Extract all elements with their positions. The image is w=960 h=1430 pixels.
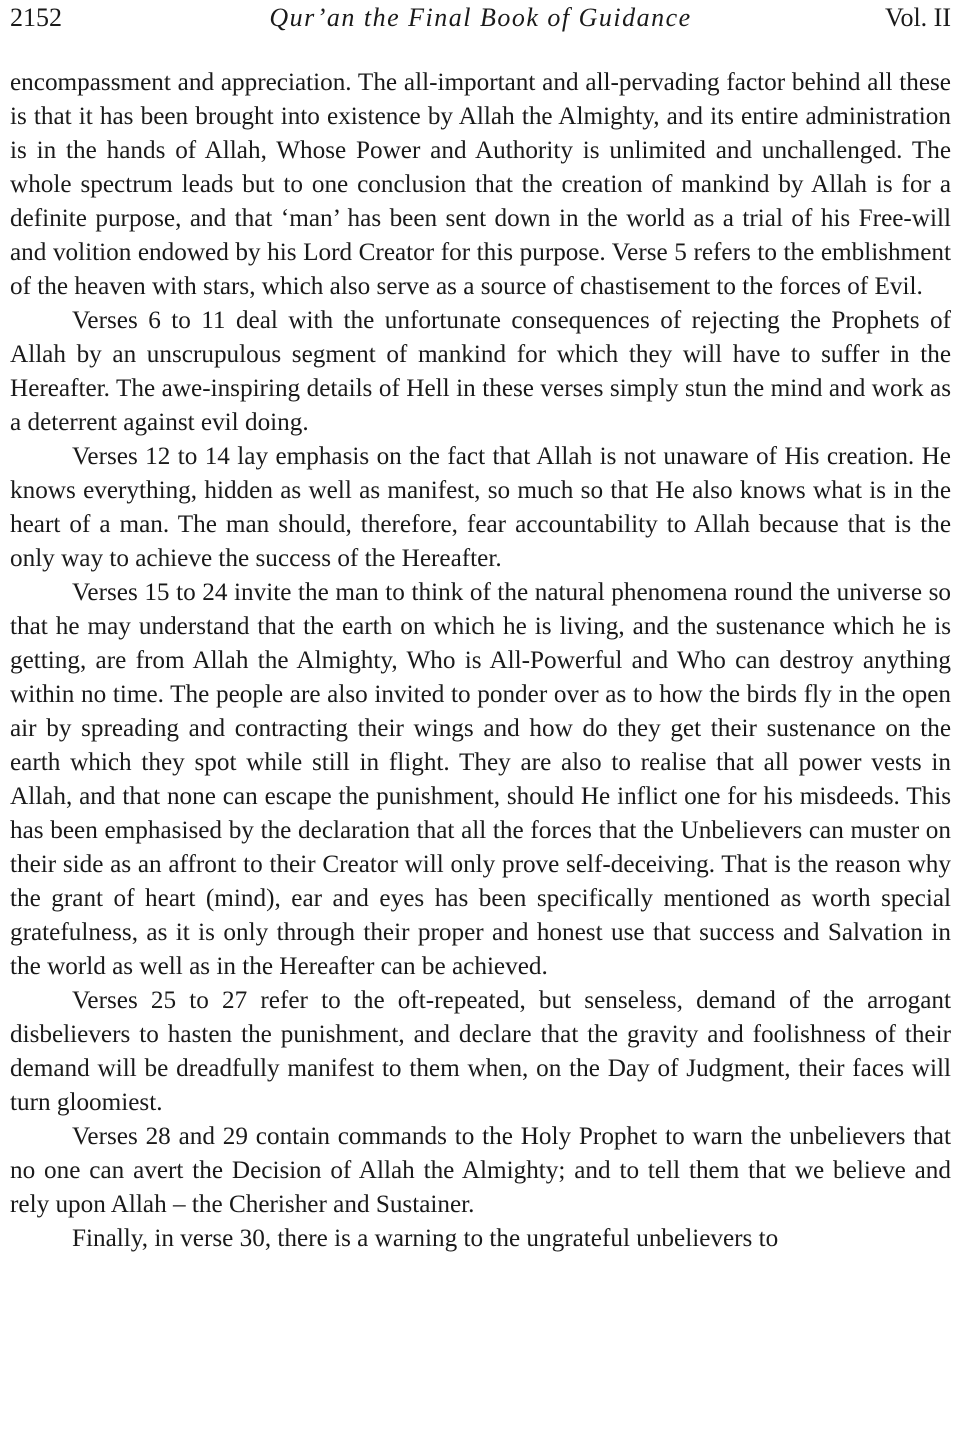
paragraph-verse-30: Finally, in verse 30, there is a warning to the ungrateful unbelievers to	[72, 1225, 779, 1252]
paragraph-continued: encompassment and appreciation. The all-important and all-pervading factor behind all these is that it has been brought into existence by Allah the Almighty, and its entire administration is in the hands of Allah, Whose Power and Authority is unlimited and unchallenged. The whole spectrum leads but to one conclusion that the creation of mankind by Allah is for a definite purpose, and that ‘man’ has been sent down in the world as a trial of his Free-will and volition endowed by his Lord Creator for this purpose. Verse 5 refers to the emblishment of the heaven with stars, which also serve as a source of chastisement to the forces of Evil.	[10, 69, 951, 300]
body-text	[10, 66, 951, 1256]
book-page	[10, 0, 951, 1430]
paragraph-verses-6-11: Verses 6 to 11 deal with the unfortunate consequences of rejecting the Prophets of Allah by an unscrupulous segment of mankind for which they will have to suffer in the Hereafter. The awe-inspiring details of Hell in these verses simply stun the mind and work as a deterrent against evil doing.	[10, 307, 951, 436]
paragraph-verses-25-27: Verses 25 to 27 refer to the oft-repeated, but senseless, demand of the arrogant disbelievers to hasten the punishment, and declare that the gravity and foolishness of their demand will be dreadfully manifest to them when, on the Day of Judgment, their faces will turn gloomiest.	[10, 987, 951, 1116]
page-number: 2152	[10, 3, 62, 32]
running-head	[10, 0, 951, 36]
book-title: Qur’an the Final Book of Guidance	[269, 3, 692, 32]
paragraph-verses-15-24: Verses 15 to 24 invite the man to think of the natural phenomena round the universe so that he may understand that the earth on which he is living, and the sustenance which he is getting, are from Allah the Almighty, Who is All-Powerful and Who can destroy anything within no time. The people are also invited to ponder over as to how the birds fly in the open air by spreading and contracting their wings and how do they get their sustenance on the earth which they spot while still in flight. They are also to realise that all power vests in Allah, and that none can escape the punishment, should He inflict one for his misdeeds. This has been emphasised by the declaration that all the forces that the Unbelievers can muster on their side as an affront to their Creator will only prove self-deceiving. That is the reason why the grant of heart (mind), ear and eyes has been specifically mentioned as worth special gratefulness, as it is only through their proper and honest use that success and Salvation in the world as well as in the Hereafter can be achieved.	[10, 579, 951, 980]
paragraph-verses-28-29: Verses 28 and 29 contain commands to the Holy Prophet to warn the unbelievers that no one can avert the Decision of Allah the Almighty; and to tell them that we believe and rely upon Allah – the Cherisher and Sustainer.	[10, 1123, 951, 1218]
paragraph-verses-12-14: Verses 12 to 14 lay emphasis on the fact that Allah is not unaware of His creation. He knows everything, hidden as well as manifest, so much so that He also knows what is in the heart of a man. The man should, therefore, fear accountability to Allah because that is the only way to achieve the success of the Hereafter.	[10, 443, 951, 572]
volume-label: Vol. II	[885, 3, 951, 32]
